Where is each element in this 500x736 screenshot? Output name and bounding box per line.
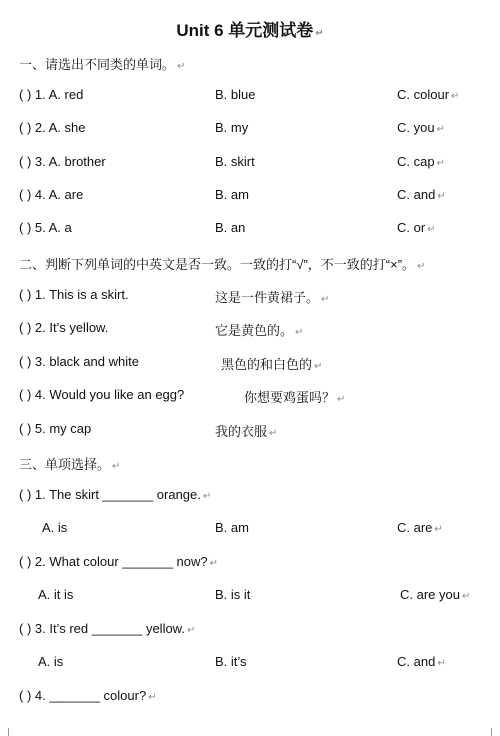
option-b: B. my: [215, 120, 249, 135]
question-text: ( ) 2. It’s yellow.: [19, 320, 109, 335]
return-mark-icon: ↵: [437, 658, 446, 669]
return-mark-icon: ↵: [427, 224, 436, 235]
option-b: B. an: [215, 220, 246, 235]
s3-options-1: [0, 520, 500, 540]
chinese-text: 你想要鸡蛋吗？ ↵: [244, 390, 346, 405]
s2-question-1: [0, 287, 500, 307]
option-c: C. and ↵: [397, 654, 446, 669]
option-b: B. it’s: [215, 654, 247, 669]
s3-options-2: [0, 587, 500, 607]
s2-question-3: [0, 354, 500, 374]
option-c: C. cap ↵: [397, 154, 445, 169]
return-mark-icon: ↵: [295, 327, 304, 338]
question-text: ( ) 4. Would you like an egg?: [19, 387, 185, 402]
s3-question-2: [0, 554, 500, 574]
question-text: ( ) 3. black and white: [19, 354, 139, 369]
option-c: C. and ↵: [397, 187, 446, 202]
option-c: C. you ↵: [397, 120, 445, 135]
option-c: C. colour ↵: [397, 87, 460, 102]
option-c: C. are you ↵: [400, 587, 471, 602]
question-text: ( ) 2. What colour _______ now? ↵: [19, 554, 218, 569]
return-mark-icon: ↵: [451, 91, 460, 102]
question-text: ( ) 3. A. brother: [19, 154, 106, 169]
return-mark-icon: ↵: [417, 261, 426, 272]
s1-question-3: [0, 154, 500, 174]
question-text: ( ) 1. A. red: [19, 87, 84, 102]
return-mark-icon: ↵: [315, 28, 324, 39]
return-mark-icon: ↵: [269, 428, 278, 439]
option-b: B. is it: [215, 587, 251, 602]
return-mark-icon: ↵: [461, 591, 471, 602]
question-text: ( ) 4. A. are: [19, 187, 84, 202]
return-mark-icon: ↵: [337, 394, 346, 405]
s2-question-2: [0, 320, 500, 340]
s3-question-3: [0, 621, 500, 641]
page-title: Unit 6 单元测试卷 ↵: [176, 21, 324, 40]
option-a: A. is: [38, 654, 64, 669]
return-mark-icon: ↵: [436, 124, 445, 135]
section1-heading: 一、请选出不同类的单词。 ↵: [19, 57, 186, 72]
chinese-text: 我的衣服 ↵: [215, 424, 278, 439]
return-mark-icon: ↵: [186, 625, 196, 636]
option-b: B. am: [215, 187, 249, 202]
s1-question-5: [0, 220, 500, 240]
option-a: A. it is: [38, 587, 74, 602]
s2-question-4: [0, 387, 500, 407]
question-text: ( ) 5. my cap: [19, 421, 92, 436]
question-text: ( ) 5. A. a: [19, 220, 72, 235]
return-mark-icon: ↵: [112, 461, 121, 472]
return-mark-icon: ↵: [321, 294, 330, 305]
return-mark-icon: ↵: [177, 61, 186, 72]
question-text: ( ) 3. It’s red _______ yellow. ↵: [19, 621, 196, 636]
return-mark-icon: ↵: [434, 524, 443, 535]
page-corner-mark-left: [0, 728, 9, 736]
s1-question-1: [0, 87, 500, 107]
return-mark-icon: ↵: [437, 191, 446, 202]
question-text: ( ) 1. The skirt _______ orange. ↵: [19, 487, 212, 502]
option-a: A. is: [42, 520, 68, 535]
s2-question-5: [0, 421, 500, 441]
return-mark-icon: ↵: [148, 692, 157, 703]
return-mark-icon: ↵: [314, 361, 323, 372]
section3-heading: 三、单项选择。 ↵: [19, 457, 121, 472]
option-b: B. am: [215, 520, 249, 535]
return-mark-icon: ↵: [202, 491, 212, 502]
s3-options-3: [0, 654, 500, 674]
option-b: B. skirt: [215, 154, 255, 169]
s3-question-4: [0, 688, 500, 708]
chinese-text: 这是一件黄裙子。 ↵: [215, 290, 330, 305]
s1-question-4: [0, 187, 500, 207]
question-text: ( ) 2. A. she: [19, 120, 86, 135]
question-text: ( ) 1. This is a skirt.: [19, 287, 129, 302]
chinese-text: 它是黄色的。 ↵: [215, 323, 304, 338]
s1-question-2: [0, 120, 500, 140]
return-mark-icon: ↵: [436, 158, 445, 169]
return-mark-icon: ↵: [209, 558, 218, 569]
option-b: B. blue: [215, 87, 256, 102]
option-c: C. or ↵: [397, 220, 436, 235]
chinese-text: 黑色的和白色的 ↵: [221, 357, 323, 372]
question-text: ( ) 4. _______ colour? ↵: [19, 688, 157, 703]
option-c: C. are ↵: [397, 520, 443, 535]
s3-question-1: [0, 487, 500, 507]
page-corner-mark-right: [491, 728, 500, 736]
section2-heading: 二、判断下列单词的中英文是否一致。一致的打“√”，不一致的打“×”。 ↵: [19, 257, 426, 272]
